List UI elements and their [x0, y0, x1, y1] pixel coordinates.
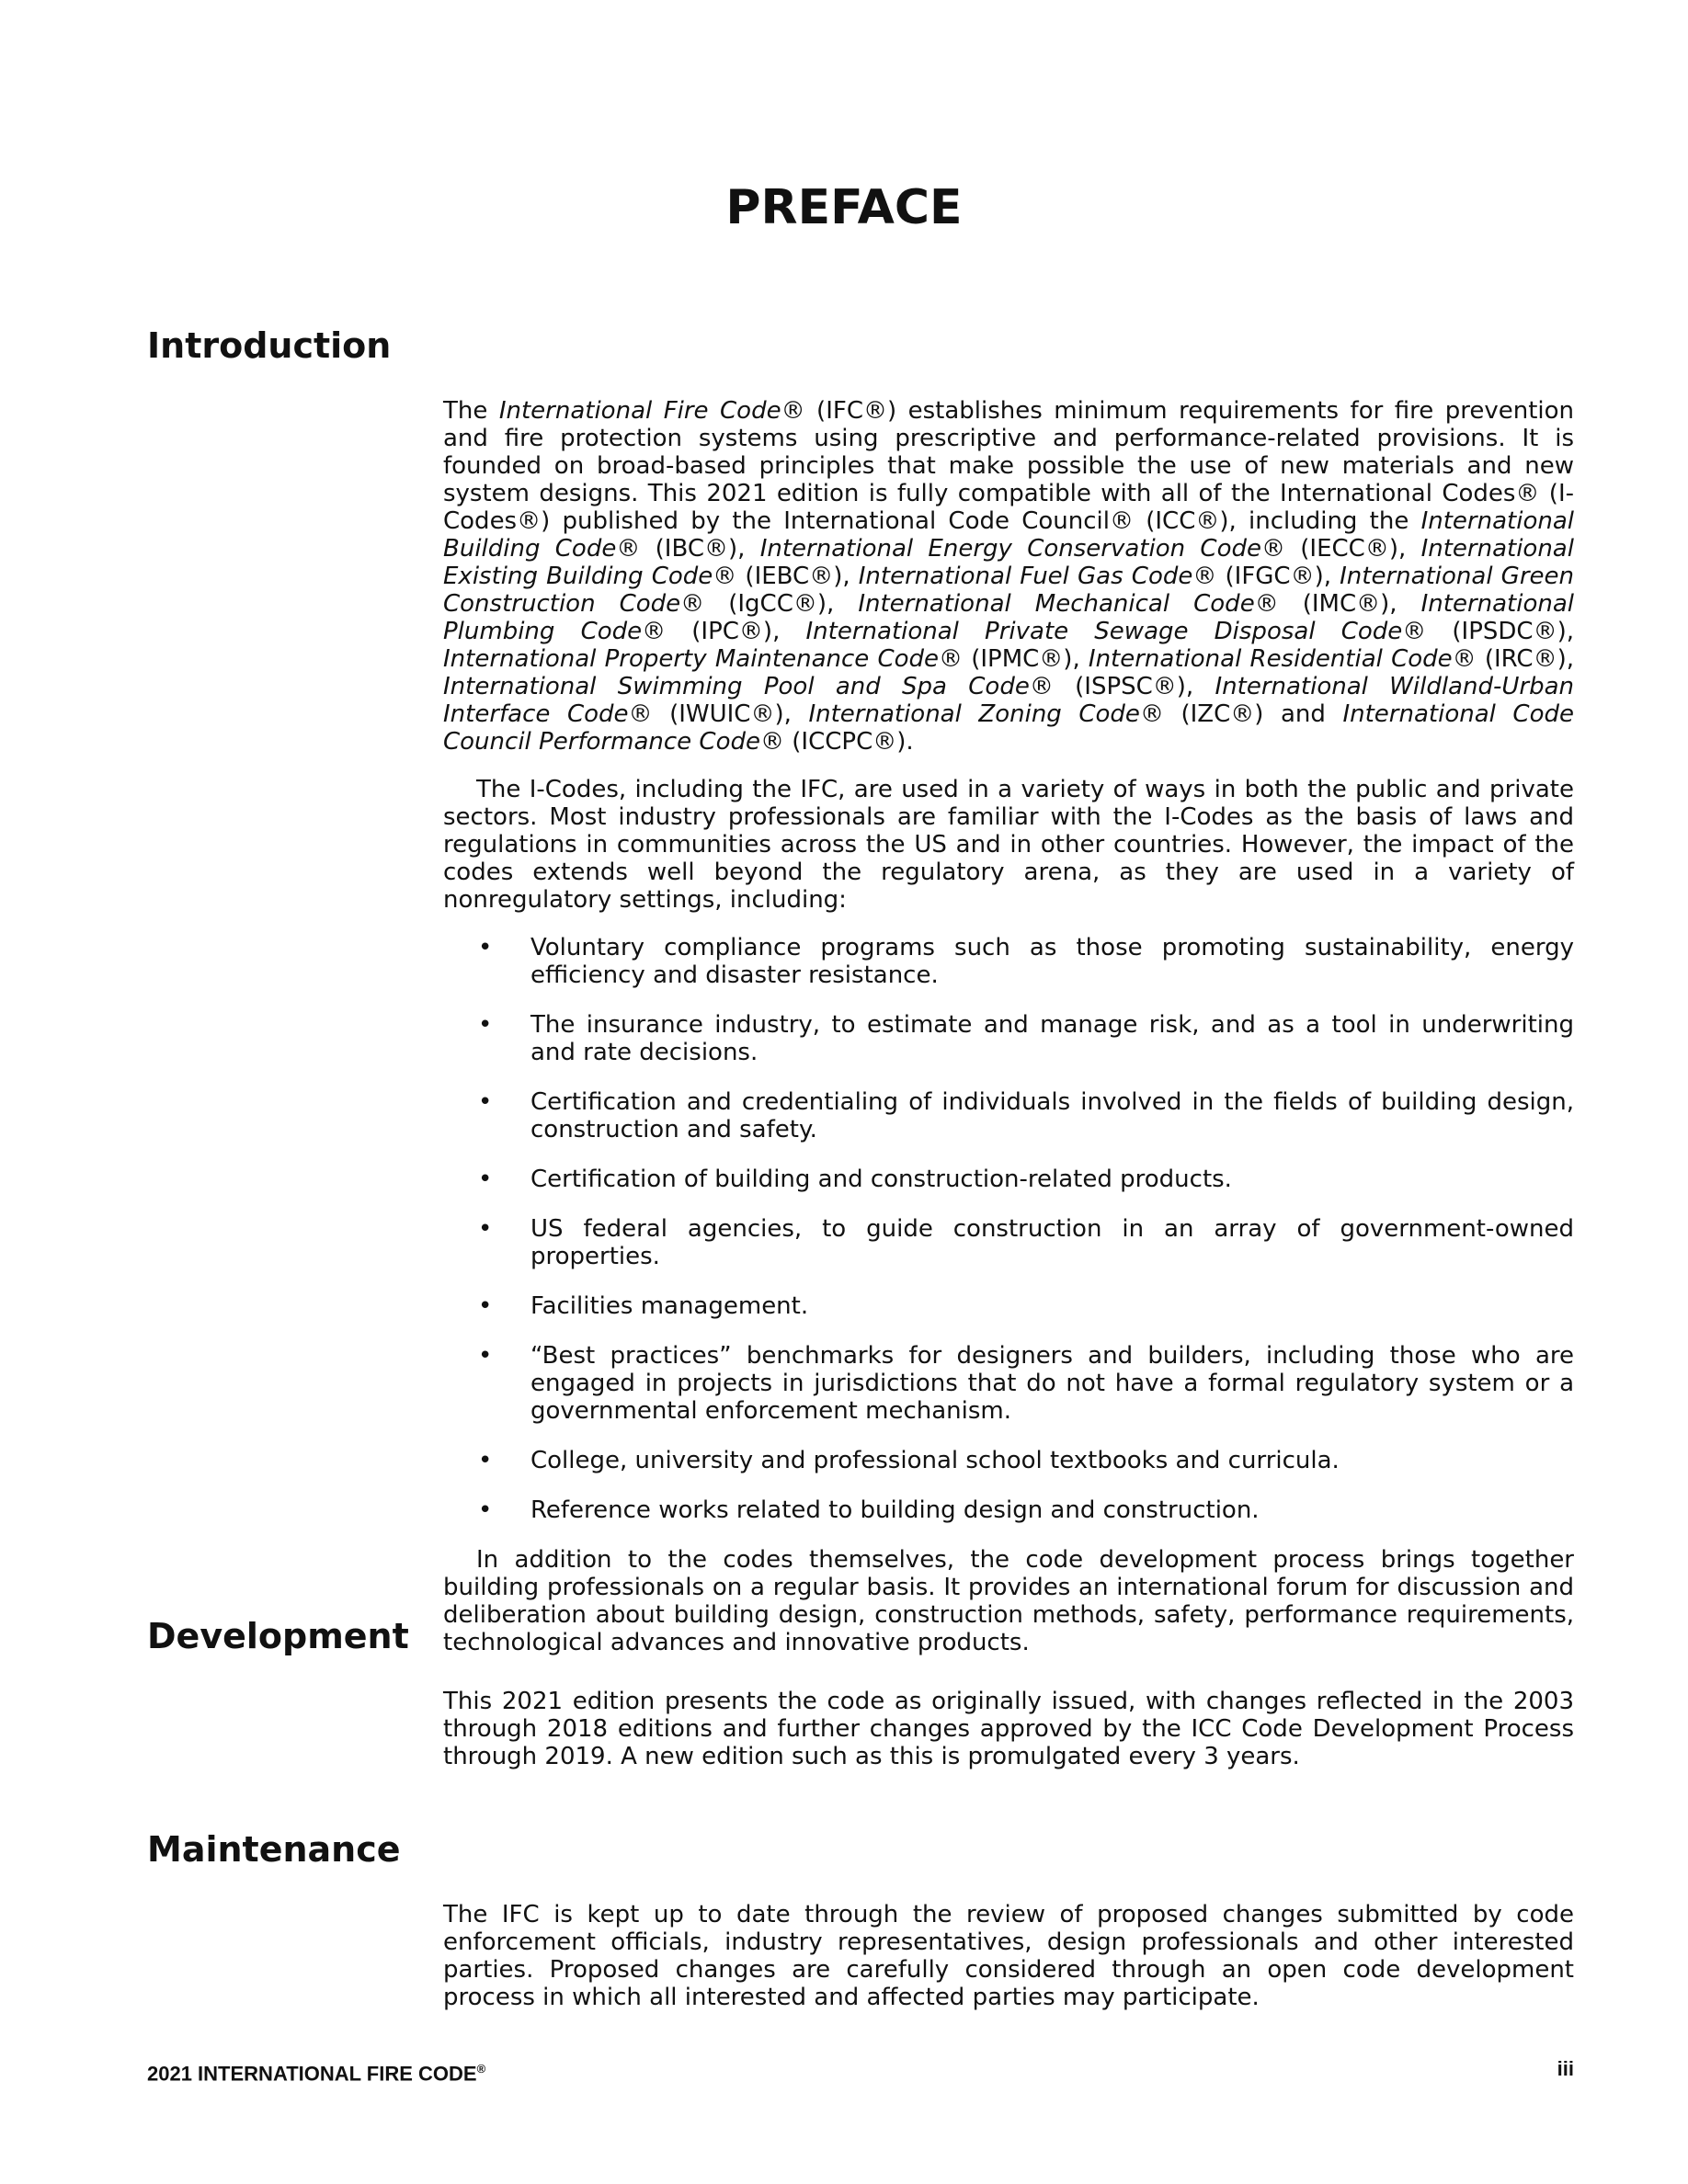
- intro-text-run: ® (IFGC®),: [1192, 563, 1340, 590]
- section-heading-development: Development: [147, 1616, 409, 1656]
- bullet-icon: •: [478, 1088, 493, 1116]
- intro-text-run: ® (IBC®),: [616, 535, 760, 563]
- footer-title: [147, 2057, 485, 2086]
- section-heading-maintenance: Maintenance: [147, 1829, 401, 1870]
- code-title: International Fuel Gas Code: [858, 563, 1193, 590]
- footer-registered-mark: ®: [476, 2062, 486, 2076]
- intro-text-run: ® (IgCC®),: [680, 590, 859, 618]
- bullet-icon: •: [478, 1011, 493, 1039]
- list-item-text: Certification and credentialing of individuals involved in the fields of building design, construction and safety.: [530, 1088, 1574, 1143]
- intro-text-run: ® (IPMC®),: [939, 645, 1089, 673]
- code-title: International Existing Building Code: [443, 535, 1574, 590]
- intro-text-run: ® (ICCPC®).: [760, 728, 914, 756]
- list-item-text: Reference works related to building design and construction.: [530, 1496, 1260, 1524]
- intro-text-run: ® (IPC®),: [642, 618, 806, 645]
- list-item: [443, 1342, 1574, 1425]
- intro-text-run: ® (IWUIC®),: [628, 700, 809, 728]
- code-title: International Plumbing Code: [443, 590, 1575, 645]
- code-title: International Mechanical Code: [858, 590, 1255, 618]
- intro-text-run: The: [443, 397, 499, 425]
- bullet-icon: •: [478, 1342, 493, 1370]
- list-item: [443, 1215, 1574, 1270]
- list-item: [443, 934, 1574, 989]
- page-number: iii: [1557, 2057, 1574, 2080]
- code-title: International Building Code: [443, 507, 1574, 563]
- intro-text-run: ® (IFC®) establishes minimum requirements for fire prevention and fire protection systems using prescriptive and performance-related provisions. It is founded on broad-based principles that make possible the use of new materials and new system designs. This 2021 edition is fully compatible with all of the International Codes® (I-Codes®) published by the International Code Council® (ICC®), including the: [443, 397, 1574, 535]
- intro-text-run: ® (IZC®) and: [1139, 700, 1343, 728]
- list-item: [443, 1088, 1574, 1143]
- code-title: International Property Maintenance Code: [443, 645, 940, 673]
- code-title: International Green Construction Code: [443, 563, 1574, 618]
- list-item-text: “Best practices” benchmarks for designers and builders, including those who are engaged in projects in jurisdictions that do not have a formal regulatory system or a governmental enforcement mechanism.: [530, 1342, 1574, 1425]
- code-title: International Residential Code: [1088, 645, 1453, 673]
- bullet-icon: •: [478, 1496, 493, 1524]
- intro-text-run: ® (IMC®),: [1254, 590, 1421, 618]
- list-item-text: Certification of building and construction-related products.: [530, 1166, 1232, 1193]
- introduction-paragraph-3: In addition to the codes themselves, the code development process brings together building professionals on a regular basis. It provides an international forum for discussion and deliberation about building design, construction methods, safety, performance requirements, technological advances and innovative products.: [443, 1546, 1574, 1656]
- code-title: International Fire Code: [498, 397, 781, 425]
- intro-text-run: ® (IRC®),: [1452, 645, 1574, 673]
- introduction-paragraph-2: The I-Codes, including the IFC, are used in a variety of ways in both the public and private sectors. Most industry professionals are familiar with the I-Codes as the basis of laws and regulations in communities across the US and in other countries. However, the impact of the codes extends well beyond the regulatory arena, as they are used in a variety of nonregulatory settings, including:: [443, 776, 1574, 914]
- development-body: [443, 1688, 1574, 1791]
- introduction-body: [443, 397, 1574, 1677]
- development-paragraph: This 2021 edition presents the code as originally issued, with changes reflected in the 2003 through 2018 editions and further changes approved by the ICC Code Development Process through 2019. A new edition such as this is promulgated every 3 years.: [443, 1688, 1574, 1770]
- code-title: International Code Council Performance Code: [443, 700, 1574, 756]
- list-item: [443, 1166, 1574, 1193]
- code-title: International Private Sewage Disposal Code: [805, 618, 1403, 645]
- bullet-icon: •: [478, 934, 493, 961]
- introduction-paragraph-1: [443, 397, 1574, 756]
- list-item-text: Facilities management.: [530, 1292, 809, 1320]
- intro-text-run: ® (IPSDC®),: [1402, 618, 1574, 645]
- page-title: PREFACE: [725, 180, 963, 235]
- bullet-icon: •: [478, 1166, 493, 1193]
- list-item: [443, 1447, 1574, 1474]
- intro-text-run: ® (IEBC®),: [713, 563, 859, 590]
- code-title: International Swimming Pool and Spa Code: [443, 673, 1030, 700]
- code-title: International Zoning Code: [808, 700, 1140, 728]
- list-item: [443, 1292, 1574, 1320]
- intro-text-run: ® (ISPSC®),: [1029, 673, 1215, 700]
- list-item: [443, 1496, 1574, 1524]
- footer-title-text: 2021 INTERNATIONAL FIRE CODE: [147, 2062, 477, 2086]
- bullet-icon: •: [478, 1447, 493, 1474]
- intro-text-run: ® (IECC®),: [1260, 535, 1421, 563]
- section-heading-introduction: Introduction: [147, 325, 392, 366]
- code-title: International Wildland-Urban Interface Code: [443, 673, 1574, 728]
- bullet-icon: •: [478, 1215, 493, 1243]
- list-item-text: College, university and professional school textbooks and curricula.: [530, 1447, 1340, 1474]
- maintenance-paragraph: The IFC is kept up to date through the review of proposed changes submitted by code enforcement officials, industry representatives, design professionals and other interested parties. Proposed changes are carefully considered through an open code development process in which all interested and affected parties may participate.: [443, 1901, 1574, 2011]
- bullet-icon: •: [478, 1292, 493, 1320]
- list-item-text: US federal agencies, to guide construction in an array of government-owned properties.: [530, 1215, 1574, 1270]
- list-item: [443, 1011, 1574, 1066]
- list-item-text: Voluntary compliance programs such as those promoting sustainability, energy efficiency and disaster resistance.: [530, 934, 1574, 989]
- nonregulatory-settings-list: [443, 934, 1574, 1524]
- maintenance-body: [443, 1901, 1574, 2031]
- list-item-text: The insurance industry, to estimate and manage risk, and as a tool in underwriting and rate decisions.: [530, 1011, 1574, 1066]
- code-title: International Energy Conservation Code: [759, 535, 1261, 563]
